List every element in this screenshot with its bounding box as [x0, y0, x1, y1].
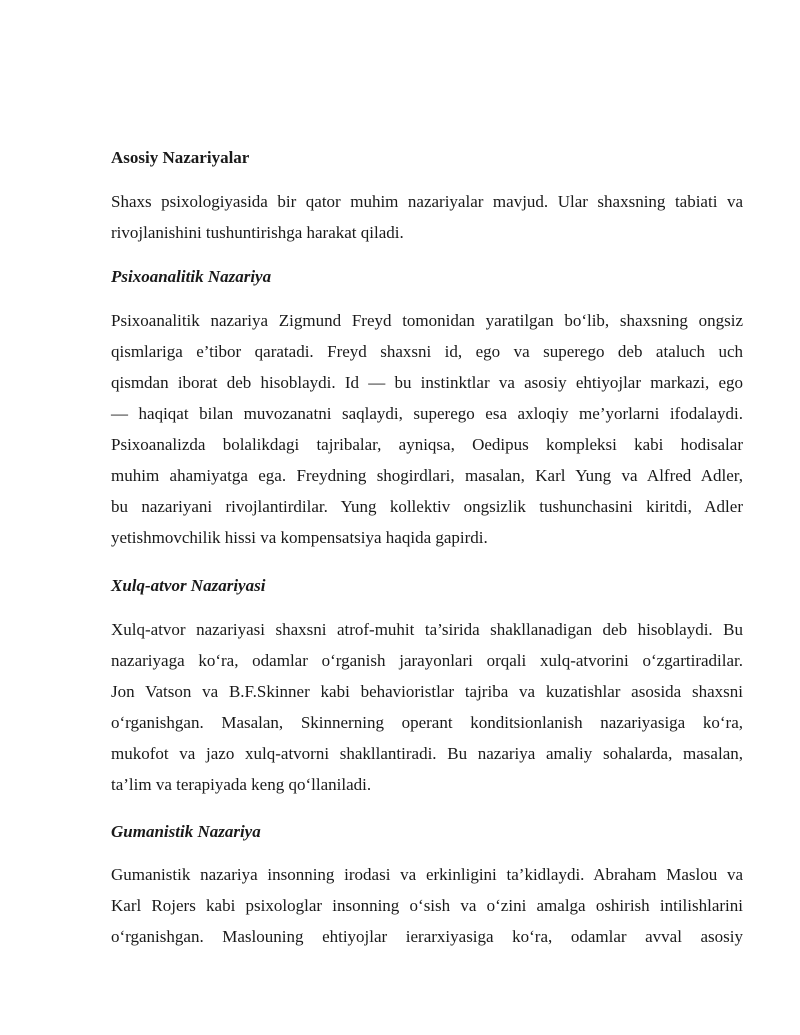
section-heading-humanistic: Gumanistik Nazariya — [111, 822, 261, 841]
text-line: nazariyaga ko‘ra, odamlar o‘rganish jarayonlari orqali xulq-atvorini o‘zgartiradilar. — [111, 651, 743, 670]
text-line: ta’lim va terapiyada keng qo‘llaniladi. — [111, 775, 372, 794]
text-line: muhim ahamiyatga ega. Freydning shogirdlari, masalan, Karl Yung va Alfred Adler, — [111, 466, 743, 485]
text-line: Shaxs psixologiyasida bir qator muhim nazariyalar mavjud. Ular shaxsning tabiati va — [111, 192, 743, 211]
text-line: Psixoanalitik nazariya Zigmund Freyd tomonidan yaratilgan bo‘lib, shaxsning ongsiz — [111, 311, 743, 330]
text-line: yetishmovchilik hissi va kompensatsiya haqida gapirdi. — [111, 528, 488, 547]
intro-paragraph — [111, 186, 743, 248]
text-line: qismdan iborat deb hisoblaydi. Id — bu instinktlar va asosiy ehtiyojlar markazi, ego — [111, 373, 743, 392]
text-line: Karl Rojers kabi psixologlar insonning o‘sish va o‘zini amalga oshirish intilishlarini — [111, 896, 743, 915]
section-heading-psychoanalytic: Psixoanalitik Nazariya — [111, 267, 272, 286]
text-line: o‘rganishgan. Maslouning ehtiyojlar ierarxiyasiga ko‘ra, odamlar avval asosiy — [111, 927, 743, 946]
text-line: Jon Vatson va B.F.Skinner kabi behavioristlar tajriba va kuzatishlar asosida shaxsni — [111, 682, 743, 701]
text-line: bu nazariyani rivojlantirdilar. Yung kollektiv ongsizlik tushunchasini kiritdi, Adler — [111, 497, 743, 516]
text-line: rivojlanishini tushuntirishga harakat qiladi. — [111, 223, 404, 242]
text-line: Xulq-atvor nazariyasi shaxsni atrof-muhit ta’sirida shakllanadigan deb hisoblaydi. Bu — [111, 620, 743, 639]
text-line: — haqiqat bilan muvozanatni saqlaydi, superego esa axloqiy me’yorlarni ifodalaydi. — [111, 404, 743, 423]
section-heading-behavioral: Xulq-atvor Nazariyasi — [111, 576, 266, 595]
section-paragraph-behavioral — [111, 614, 743, 800]
section-paragraph-psychoanalytic — [111, 305, 743, 553]
text-line: Gumanistik nazariya insonning irodasi va erkinligini ta’kidlaydi. Abraham Maslou va — [111, 865, 743, 884]
section-paragraph-humanistic — [111, 859, 743, 952]
text-line: o‘rganishgan. Masalan, Skinnerning operant konditsionlanish nazariyasiga ko‘ra, — [111, 713, 743, 732]
document-title: Asosiy Nazariyalar — [111, 148, 250, 167]
text-line: mukofot va jazo xulq-atvorni shakllantiradi. Bu nazariya amaliy sohalarda, masalan, — [111, 744, 743, 763]
text-line: Psixoanalizda bolalikdagi tajribalar, ayniqsa, Oedipus kompleksi kabi hodisalar — [111, 435, 743, 454]
text-line: qismlariga e’tibor qaratadi. Freyd shaxsni id, ego va superego deb ataluch uch — [111, 342, 743, 361]
